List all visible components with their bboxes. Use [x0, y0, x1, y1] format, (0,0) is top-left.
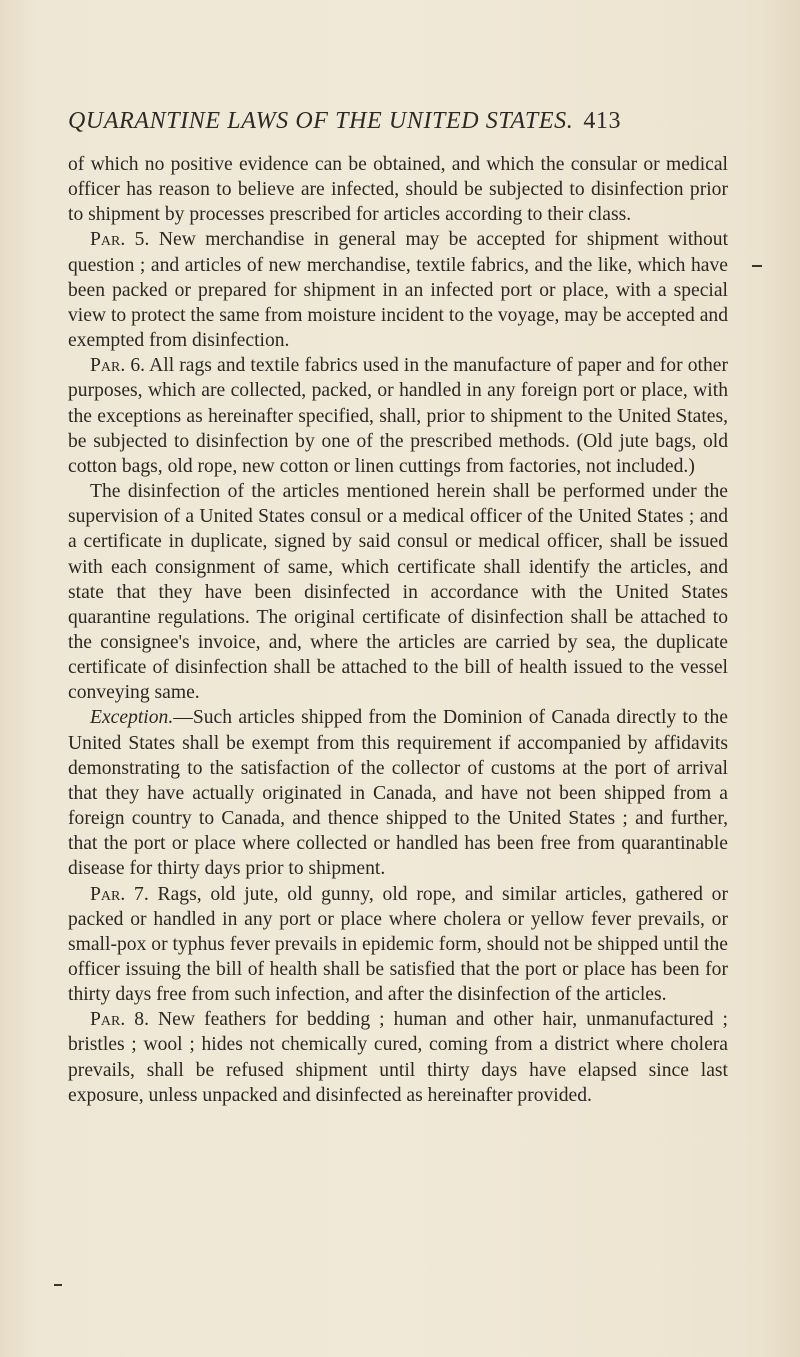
- body-text: [68, 152, 728, 1108]
- running-head: [68, 108, 728, 135]
- paragraph-label: Exception.: [90, 707, 174, 729]
- paragraph-label: Par. 5.: [90, 229, 150, 251]
- paragraph-par-8: Par. 8. New feathers for bedding ; human and other hair, unmanufactured ; bristles ; wool ; hides not chemically cured, coming from a district where cholera prevails, shall be refused shipment until thirty days have elapsed since last exposure, unless unpacked and disinfected as hereinafter provided.: [68, 1009, 728, 1106]
- paragraph-par-7: Par. 7. Rags, old jute, old gunny, old rope, and similar articles, gathered or packed or handled in any port or place where cholera or yellow fever prevails, or small-pox or typhus fever prevails in epidemic form, should not be shipped until the officer issuing the bill of health shall be satisfied that the port or place has been for thirty days free from such infection, and after the disinfection of the articles.: [68, 883, 728, 1006]
- paragraph-par-5: Par. 5. New merchandise in general may be accepted for shipment without question ; and articles of new merchandise, textile fabrics, and the like, which have been packed or prepared for shipment in an infected port or place, with a special view to protect the same from moisture incident to the voyage, may be accepted and exempted from disinfection.: [68, 229, 729, 352]
- paragraph-label: Par. 7.: [90, 883, 149, 905]
- margin-dash-mark: [54, 1284, 62, 1286]
- margin-dash-mark: [752, 265, 762, 267]
- page-number: 413: [583, 108, 622, 134]
- paragraph-exception: Exception.—Such articles shipped from the Dominion of Canada directly to the United States shall be exempt from this requirement if accompanied by affidavits demonstrating to the satisfaction of the collector of customs at the port of arrival that they have actually originated in Canada, and have not been shipped from a foreign country to Canada, and thence shipped to the United States ; and further, that the port or place where collected or handled has been free from quarantinable disease for thirty days prior to shipment.: [68, 707, 728, 880]
- running-head-title: QUARANTINE LAWS OF THE UNITED STATES.: [68, 108, 574, 134]
- paragraph-par-6: Par. 6. All rags and textile fabrics used in the manufacture of paper and for other purposes, which are collected, packed, or handled in any foreign port or place, with the exceptions as hereinafter specified, shall, prior to shipment to the United States, be subjected to disinfection by one of the prescribed methods. (Old jute bags, old cotton bags, old rope, new cotton or linen cuttings from factories, not included.): [68, 355, 728, 477]
- paragraph-label: Par. 6.: [90, 355, 146, 377]
- paragraph-continuation: of which no positive evidence can be obtained, and which the consular or medical officer has reason to believe are infected, should be subjected to disinfection prior to shipment by processes prescribed for articles according to their class.: [68, 154, 728, 226]
- paragraph-label: Par. 8.: [90, 1009, 149, 1031]
- paragraph-disinfection-supervision: The disinfection of the articles mentioned herein shall be performed under the supervision of a United States consul or a medical officer of the United States ; and a certificate in duplicate, signed by said consul or medical officer, shall be issued with each consignment of same, which certificate shall identify the articles, and state that they have been disinfected in accordance with the United States quarantine regulations. The original certificate of disinfection shall be attached to the consignee's invoice, and, where the articles are carried by sea, the duplicate certificate of disinfection shall be attached to the bill of health issued to the vessel conveying same.: [68, 481, 728, 704]
